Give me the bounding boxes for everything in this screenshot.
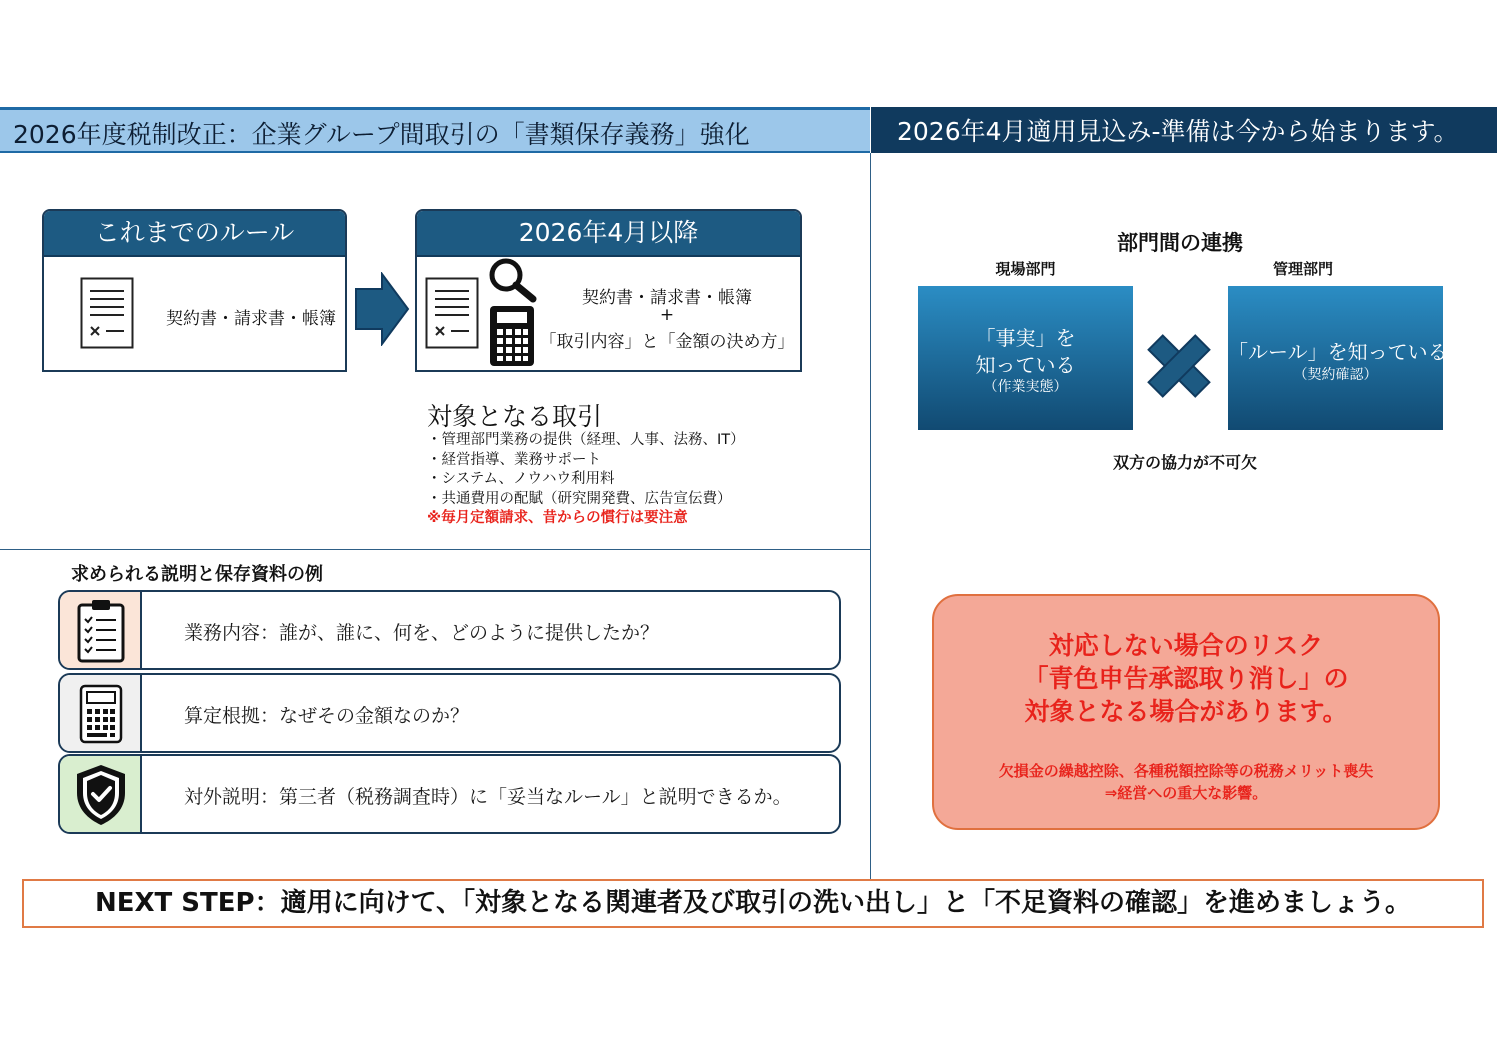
document-icon bbox=[425, 277, 481, 351]
main-title: 2026年度税制改正：企業グループ間取引の「書類保存義務」強化 bbox=[13, 120, 750, 149]
explain-row-text: 対外説明：第三者（税務調査時）に「妥当なルール」と説明できるか。 bbox=[184, 786, 792, 808]
explain-heading: 求められる説明と保存資料の例 bbox=[71, 564, 323, 585]
target-list bbox=[427, 431, 745, 529]
target-heading: 対象となる取引 bbox=[427, 402, 603, 431]
field-dept-sub: （作業実態） bbox=[983, 379, 1068, 395]
field-dept-line2: 知っている bbox=[975, 353, 1076, 377]
target-warning: ※毎月定額請求、昔からの慣行は要注意 bbox=[427, 510, 688, 526]
explain-row-text: 業務内容：誰が、誰に、何を、どのように提供したか？ bbox=[184, 622, 660, 644]
sub-title-bar bbox=[871, 107, 1497, 153]
target-item: ・共通費用の配賦（研究開発費、広告宣伝費） bbox=[427, 490, 732, 507]
collab-title: 部門間の連携 bbox=[1117, 231, 1243, 255]
admin-dept-box bbox=[1228, 286, 1448, 430]
document-icon bbox=[80, 277, 136, 351]
main-title-bar bbox=[0, 107, 870, 153]
explain-row-external bbox=[58, 754, 841, 834]
next-step-text: NEXT STEP：適用に向けて、「対象となる関連者及び取引の洗い出し」と「不足資料の確認」を進めましょう。 bbox=[94, 888, 1412, 918]
risk-line1: 対応しない場合のリスク bbox=[1048, 631, 1324, 660]
risk-box bbox=[932, 594, 1440, 830]
calculator-icon bbox=[489, 305, 535, 367]
risk-line3: 対象となる場合があります。 bbox=[1024, 697, 1348, 726]
explain-row-business bbox=[58, 590, 841, 670]
right-arrow-icon bbox=[354, 272, 410, 346]
target-item: ・管理部門業務の提供（経理、人事、法務、IT） bbox=[427, 432, 745, 448]
sub-title: 2026年4月適用見込み-準備は今から始まります。 bbox=[897, 117, 1459, 146]
risk-line2: 「青色申告承認取り消し」の bbox=[1023, 664, 1349, 693]
risk-detail1: 欠損金の繰越控除、各種税額控除等の税務メリット喪失 bbox=[998, 762, 1374, 780]
shield-check-icon bbox=[74, 763, 128, 827]
collab-footer: 双方の協力が不可欠 bbox=[1112, 453, 1257, 472]
new-rule-extra: 「取引内容」と「金額の決め方」 bbox=[539, 332, 795, 352]
target-item: ・経営指導、業務サポート bbox=[427, 451, 601, 468]
risk-detail2: ⇒経営への重大な影響。 bbox=[1104, 784, 1268, 802]
next-step-banner bbox=[22, 879, 1484, 928]
field-dept-label: 現場部門 bbox=[995, 260, 1056, 278]
admin-dept-label: 管理部門 bbox=[1272, 260, 1333, 278]
horizontal-divider bbox=[0, 549, 870, 550]
calculator-icon bbox=[79, 684, 123, 744]
field-dept-line1: 「事実」を bbox=[975, 326, 1076, 350]
new-rule-box bbox=[415, 209, 802, 372]
explain-row-calculation bbox=[58, 673, 841, 753]
cross-icon bbox=[1146, 333, 1212, 399]
magnifier-icon bbox=[487, 257, 539, 303]
target-item: ・システム、ノウハウ利用料 bbox=[427, 471, 615, 487]
new-rule-title: 2026年4月以降 bbox=[417, 211, 800, 257]
plus-sign: + bbox=[659, 305, 675, 325]
admin-dept-sub: （契約確認） bbox=[1293, 367, 1378, 383]
vertical-divider bbox=[870, 153, 871, 879]
new-rule-docs: 契約書・請求書・帳簿 bbox=[582, 288, 752, 308]
field-dept-box bbox=[918, 286, 1133, 430]
admin-dept-line1: 「ルール」を知っている bbox=[1228, 340, 1448, 364]
old-rule-docs: 契約書・請求書・帳簿 bbox=[166, 309, 336, 329]
explain-row-text: 算定根拠：なぜその金額なのか？ bbox=[184, 705, 470, 727]
old-rule-box bbox=[42, 209, 347, 372]
old-rule-title: これまでのルール bbox=[44, 211, 345, 257]
clipboard-checklist-icon bbox=[76, 599, 126, 663]
